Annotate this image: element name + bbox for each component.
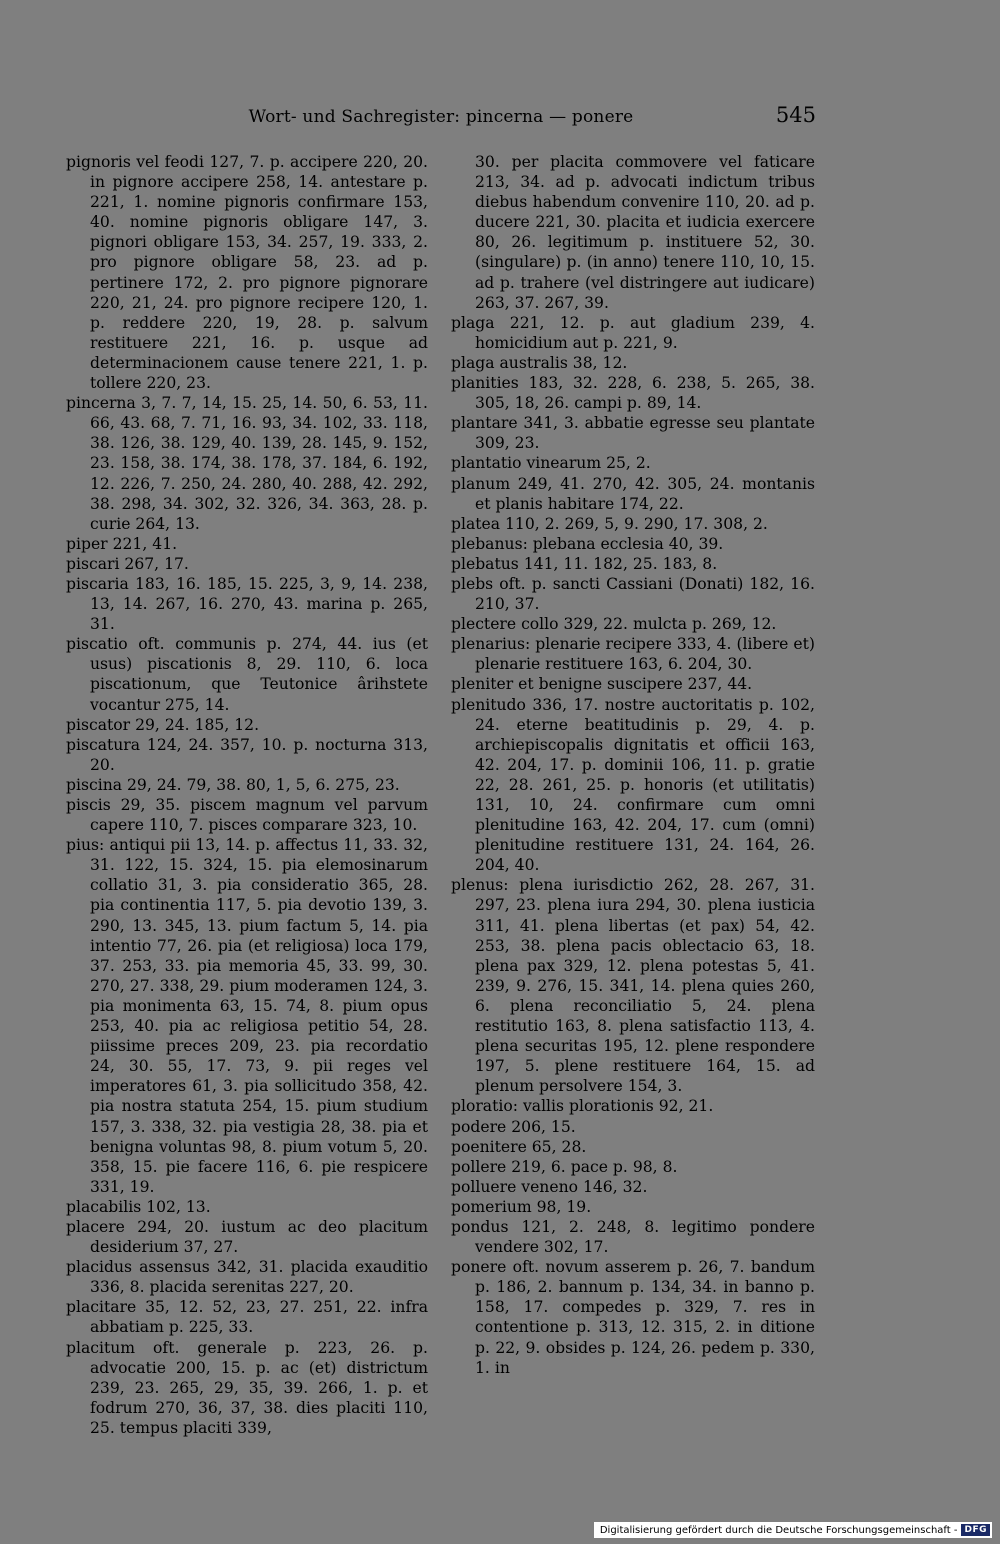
index-entry: placidus assensus 342, 31. placida exauditio 336, 8. placida serenitas 227, 20. [66, 1258, 428, 1297]
footer-text: Digitalisierung gefördert durch die Deutsche Forschungsgemeinschaft - [599, 1524, 958, 1536]
index-entry: pius: antiqui pii 13, 14. p. affectus 11, 33. 32, 31. 122, 15. 324, 15. pia elemosinarum collatio 31, 3. pia consideratio 365, 28. pia continentia 117, 5. pia devotio 139, 3. 290, 13. 345, 13. pium factum 5, 14. pia intentio 77, 26. pia (et religiosa) loca 179, 37. 253, 33. pia memoria 45, 33. 99, 30. 270, 27. 338, 29. pium moderamen 124, 3. pia monimenta 63, 15. 74, 8. pium opus 253, 40. pia ac religiosa petitio 54, 28. piissime preces 209, 23. pia recordatio 24, 30. 55, 17. 73, 9. pii reges vel imperatores 61, 3. pia sollicitudo 358, 42. pia nostra statuta 254, 15. pium studium 157, 3. 338, 32. pia vestigia 28, 38. pia et benigna voluntas 98, 8. pium votum 5, 20. 358, 15. pie facere 116, 6. pie respicere 331, 19. [66, 836, 428, 1196]
index-entry: piper 221, 41. [66, 534, 178, 553]
index-entry: piscatio oft. communis p. 274, 44. ius (et usus) piscationis 8, 29. 110, 6. loca piscationum, que Teutonice ârihstete vocantur 275, 14. [66, 635, 428, 714]
index-entry: pleniter et benigne suscipere 237, 44. [451, 675, 753, 694]
index-entry: placabilis 102, 13. [66, 1197, 211, 1216]
right-column [451, 152, 815, 1378]
page-number: 545 [775, 103, 816, 127]
index-entry: ponere oft. novum asserem p. 26, 7. bandum p. 186, 2. bannum p. 134, 34. in banno p. 158, 17. compedes p. 329, 7. res in contentione p. 313, 12. 315, 2. in ditione p. 22, 9. obsides p. 124, 26. pedem p. 330, 1. in [451, 1258, 815, 1377]
index-entry: podere 206, 15. [451, 1117, 576, 1136]
index-entry: plebs oft. p. sancti Cassiani (Donati) 182, 16. 210, 37. [451, 574, 815, 614]
index-entry: placitum oft. generale p. 223, 26. p. advocatie 200, 15. p. ac (et) districtum 239, 23. 265, 29, 35, 39. 266, 1. p. et fodrum 270, 36, 37, 38. dies placiti 110, 25. tempus placiti 339, [66, 1338, 428, 1437]
index-entry: pollere 219, 6. pace p. 98, 8. [451, 1157, 678, 1176]
index-entry: piscatura 124, 24. 357, 10. p. nocturna 313, 20. [66, 735, 428, 774]
funding-footer [594, 1522, 992, 1538]
index-entry: piscari 267, 17. [66, 554, 189, 573]
dfg-logo: DFG [961, 1524, 990, 1536]
index-entry: platea 110, 2. 269, 5, 9. 290, 17. 308, 2. [451, 514, 768, 533]
index-entry: polluere veneno 146, 32. [451, 1177, 648, 1196]
index-entry: pondus 121, 2. 248, 8. legitimo pondere vendere 302, 17. [451, 1217, 815, 1257]
index-entry: plenitudo 336, 17. nostre auctoritatis p. 102, 24. eterne beatitudinis p. 29, 4. p. archiepiscopalis dignitatis et officii 163, 42. 204, 17. p. dominii 106, 11. p. gratie 22, 28. 261, 25. p. honoris (et utilitatis) 131, 10, 24. confirmare cum omni plenitudine 163, 42. 204, 17. cum (omni) plenitudine restituere 131, 24. 164, 26. 204, 40. [451, 695, 815, 875]
index-entry: plenus: plena iurisdictio 262, 28. 267, 31. 297, 23. plena iura 294, 30. plena iusticia 311, 41. plena libertas (et pax) 54, 42. 253, 38. plena pacis oblectacio 63, 18. plena pax 329, 12. plena potestas 5, 41. 239, 9. 276, 15. 341, 14. plena quies 260, 6. plena reconciliatio 5, 24. plena restitutio 163, 8. plena satisfactio 113, 4. plena securitas 195, 12. plene respondere 197, 5. plene restituere 164, 15. ad plenum persolvere 154, 3. [451, 876, 815, 1096]
index-entry: pomerium 98, 19. [451, 1197, 592, 1216]
index-entry: plebatus 141, 11. 182, 25. 183, 8. [451, 554, 718, 573]
index-entry: piscaria 183, 16. 185, 15. 225, 3, 9, 14. 238, 13, 14. 267, 16. 270, 43. marina p. 265, 31. [66, 574, 428, 634]
index-entry: placitare 35, 12. 52, 23, 27. 251, 22. infra abbatiam p. 225, 33. [66, 1298, 428, 1337]
index-entry: poenitere 65, 28. [451, 1137, 587, 1156]
index-entry: piscator 29, 24. 185, 12. [66, 715, 260, 734]
index-entry: plaga 221, 12. p. aut gladium 239, 4. homicidium aut p. 221, 9. [451, 313, 815, 352]
index-entry: plectere collo 329, 22. mulcta p. 269, 12. [451, 615, 777, 634]
page-title: Wort- und Sachregister: pincerna — ponere [248, 107, 634, 127]
index-entry: pignoris vel feodi 127, 7. p. accipere 220, 20. in pignore accipere 258, 14. antestare p. 221, 1. nomine pignoris confirmare 153, 40. nomine pignoris obligare 147, 3. pignori obligare 153, 34. 257, 19. 333, 2. pro pignore obligare 58, 23. ad p. pertinere 172, 2. pro pignore pignorare 220, 21, 24. pro pignore recipere 120, 1. p. reddere 220, 19, 28. p. salvum restituere 221, 16. p. usque ad determinacionem cause tenere 221, 1. p. tollere 220, 23. [66, 153, 428, 393]
index-entry: placere 294, 20. iustum ac deo placitum desiderium 37, 27. [66, 1217, 428, 1257]
index-entry: plenarius: plenarie recipere 333, 4. (libere et) plenarie restituere 163, 6. 204, 30. [451, 635, 815, 674]
index-entry: ploratio: vallis plorationis 92, 21. [451, 1097, 714, 1116]
index-entry: plantatio vinearum 25, 2. [451, 454, 651, 473]
index-entry: planities 183, 32. 228, 6. 238, 5. 265, 38. 305, 18, 26. campi p. 89, 14. [451, 374, 815, 413]
index-entry: plaga australis 38, 12. [451, 353, 628, 372]
index-entry: piscina 29, 24. 79, 38. 80, 1, 5, 6. 275, 23. [66, 775, 400, 794]
index-entry: piscis 29, 35. piscem magnum vel parvum capere 110, 7. pisces comparare 323, 10. [66, 796, 428, 835]
left-column [66, 152, 428, 1438]
index-entry: plebanus: plebana ecclesia 40, 39. [451, 534, 724, 553]
index-entry: plantare 341, 3. abbatie egresse seu plantate 309, 23. [451, 414, 815, 453]
index-entry: 30. per placita commovere vel faticare 213, 34. ad p. advocati indictum tribus diebus habendum convenire 110, 20. ad p. ducere 221, 30. placita et iudicia exercere 80, 26. legitimum p. instituere 52, 30. (singulare) p. (in anno) tenere 110, 10, 15. ad p. trahere (vel distringere aut iudicare) 263, 37. 267, 39. [475, 153, 815, 312]
index-entry: pincerna 3, 7. 7, 14, 15. 25, 14. 50, 6. 53, 11. 66, 43. 68, 7. 71, 16. 93, 34. 102, 33. 118, 38. 126, 38. 129, 40. 139, 28. 145, 9. 152, 23. 158, 38. 174, 38. 178, 37. 184, 6. 192, 12. 226, 7. 250, 24. 280, 40. 288, 42. 292, 38. 298, 34. 302, 32. 326, 34. 363, 28. p. curie 264, 13. [66, 394, 428, 533]
running-header [66, 103, 816, 133]
index-entry: planum 249, 41. 270, 42. 305, 24. montanis et planis habitare 174, 22. [451, 474, 815, 513]
